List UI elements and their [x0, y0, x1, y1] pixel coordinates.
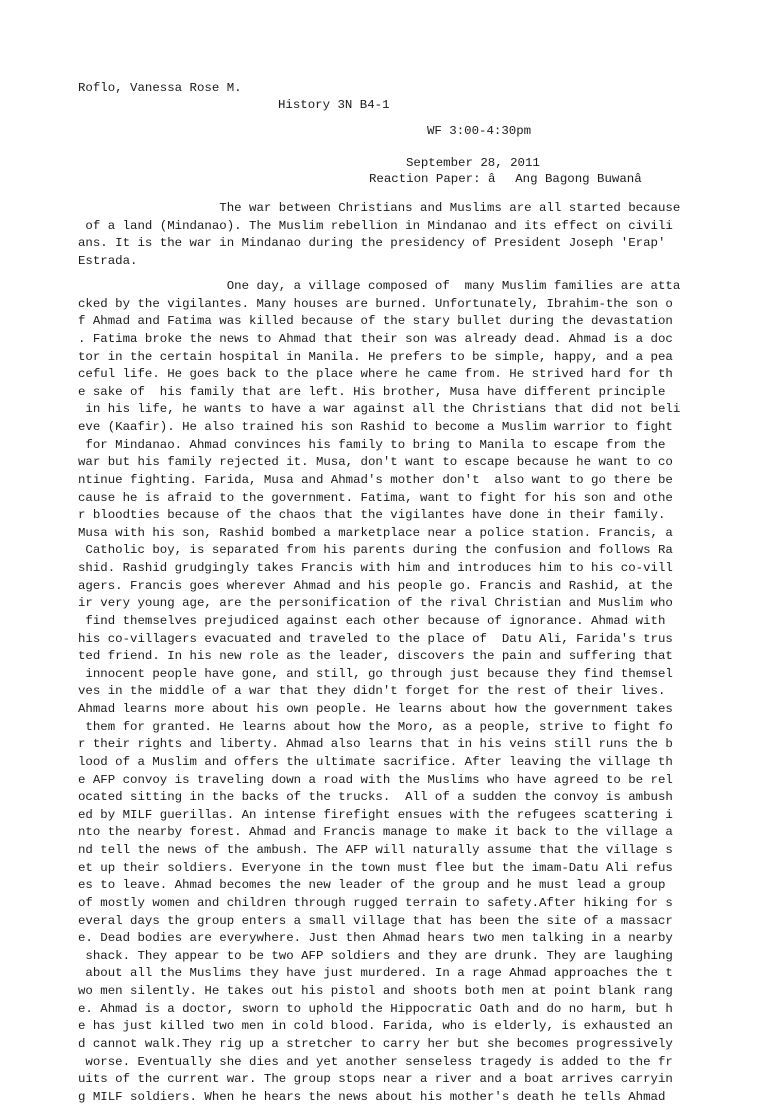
text-line: e AFP convoy is traveling down a road with the Muslims who have agreed to be rel — [78, 772, 673, 787]
text-line: ed by MILF guerillas. An intense firefight ensues with the refugees scattering i — [78, 807, 673, 822]
author-name: Roflo, Vanessa Rose M. — [78, 81, 242, 95]
paragraph-summary — [78, 278, 680, 1106]
text-line: e has just killed two men in cold blood. Farida, who is elderly, is exhausted an — [78, 1019, 673, 1034]
text-line: of a land (Mindanao). The Muslim rebellion in Mindanao and its effect on civili — [78, 218, 673, 233]
text-line: of mostly women and children through rugged terrain to safety.After hiking for s — [78, 895, 673, 910]
text-line: ves in the middle of a war that they didn't forget for the rest of their lives. — [78, 684, 666, 699]
text-line: d cannot walk.They rig up a stretcher to carry her but she becomes progressively — [78, 1036, 673, 1051]
text-line: everal days the group enters a small village that has been the site of a massacr — [78, 913, 673, 928]
text-line: eve (Kaafir). He also trained his son Rashid to become a Muslim warrior to fight — [78, 420, 673, 434]
text-line: e. Ahmad is a doctor, sworn to uphold the Hippocratic Oath and do no harm, but h — [78, 1001, 673, 1016]
text-line: cause he is afraid to the government. Fatima, want to fight for his son and othe — [78, 490, 673, 505]
text-line: uits of the current war. The group stops near a river and a boat arrives carryin — [78, 1072, 673, 1087]
text-line: cked by the vigilantes. Many houses are burned. Unfortunately, Ibrahim-the son o — [78, 296, 673, 311]
text-line: ocated sitting in the backs of the trucks. All of a sudden the convoy is ambush — [78, 790, 673, 805]
text-line: es to leave. Ahmad becomes the new leader of the group and he must lead a group — [78, 878, 666, 893]
text-line: for Mindanao. Ahmad convinces his family to bring to Manila to escape from the — [78, 437, 666, 452]
text-line: One day, a village composed of many Muslim families are atta — [78, 279, 681, 293]
text-line: in his life, he wants to have a war against all the Christians that did not beli — [78, 402, 681, 417]
course-code: History 3N B4-1 — [278, 98, 390, 112]
text-line: e sake of his family that are left. His brother, Musa have different principle — [78, 384, 666, 399]
text-line: shack. They appear to be two AFP soldiers and they are drunk. They are laughing — [78, 948, 673, 963]
text-line: ans. It is the war in Mindanao during the presidency of President Joseph 'Erap' — [78, 236, 666, 251]
text-line: r bloodties because of the chaos that the vigilantes have done in their family. — [78, 508, 666, 523]
text-line: e. Dead bodies are everywhere. Just then Ahmad hears two men talking in a nearby — [78, 931, 673, 946]
text-line: ir very young age, are the personification of the rival Christian and Muslim who — [78, 596, 673, 611]
class-schedule: WF 3:00-4:30pm — [427, 124, 532, 138]
text-line: find themselves prejudiced against each other because of ignorance. Ahmad with — [78, 613, 666, 628]
text-line: nd tell the news of the ambush. The AFP will naturally assume that the village s — [78, 843, 673, 857]
text-line: war but his family rejected it. Musa, don't want to escape because he want to co — [78, 455, 673, 470]
text-line: ted friend. In his new role as the leader, discovers the pain and suffering that — [78, 649, 673, 664]
text-line: g MILF soldiers. When he hears the news about his mother's death he tells Ahmad — [78, 1089, 666, 1104]
text-line: r their rights and liberty. Ahmad also learns that in his veins still runs the b — [78, 737, 673, 752]
text-line: wo men silently. He takes out his pistol and shoots both men at point blank rang — [78, 984, 673, 998]
text-line: ceful life. He goes back to the place where he came from. He strived hard for th — [78, 367, 673, 382]
text-line: innocent people have gone, and still, go through just because they find themsel — [78, 666, 673, 681]
text-line: about all the Muslims they have just murdered. In a rage Ahmad approaches the t — [78, 966, 673, 981]
text-line: et up their soldiers. Everyone in the town must flee but the imam-Datu Ali refus — [78, 860, 673, 875]
text-line: Estrada. — [78, 253, 138, 268]
text-line: nto the nearby forest. Ahmad and Francis manage to make it back to the village a — [78, 825, 673, 840]
text-line: The war between Christians and Muslims are all started because — [78, 201, 681, 215]
paragraph-intro — [78, 200, 680, 271]
text-line: shid. Rashid grudgingly takes Francis with him and introduces him to his co-vill — [78, 561, 673, 575]
text-line: agers. Francis goes wherever Ahmad and his people go. Francis and Rashid, at the — [78, 578, 673, 593]
text-line: Musa with his son, Rashid bombed a marketplace near a police station. Francis, a — [78, 525, 673, 540]
text-line: them for granted. He learns about how the Moro, as a people, strive to fight fo — [78, 719, 673, 734]
text-line: his co-villagers evacuated and traveled to the place of Datu Ali, Farida's trus — [78, 631, 673, 646]
text-line: Ahmad learns more about his own people. He learns about how the government takes — [78, 702, 673, 716]
paper-date: September 28, 2011 — [406, 156, 540, 170]
text-line: worse. Eventually she dies and yet another senseless tragedy is added to the fr — [78, 1054, 673, 1069]
text-line: ntinue fighting. Farida, Musa and Ahmad's mother don't also want to go there be — [78, 472, 673, 487]
text-line: Catholic boy, is separated from his parents during the confusion and follows Ra — [78, 543, 673, 558]
text-line: tor in the certain hospital in Manila. He prefers to be simple, happy, and a pea — [78, 349, 673, 364]
text-line: f Ahmad and Fatima was killed because of the stary bullet during the devastation — [78, 314, 673, 329]
text-line: . Fatima broke the news to Ahmad that their son was already dead. Ahmad is a doc — [78, 331, 673, 346]
text-line: lood of a Muslim and offers the ultimate sacrifice. After leaving the village th — [78, 754, 673, 769]
paper-title: Reaction Paper: âAng Bagong Buwanâ — [369, 172, 662, 186]
